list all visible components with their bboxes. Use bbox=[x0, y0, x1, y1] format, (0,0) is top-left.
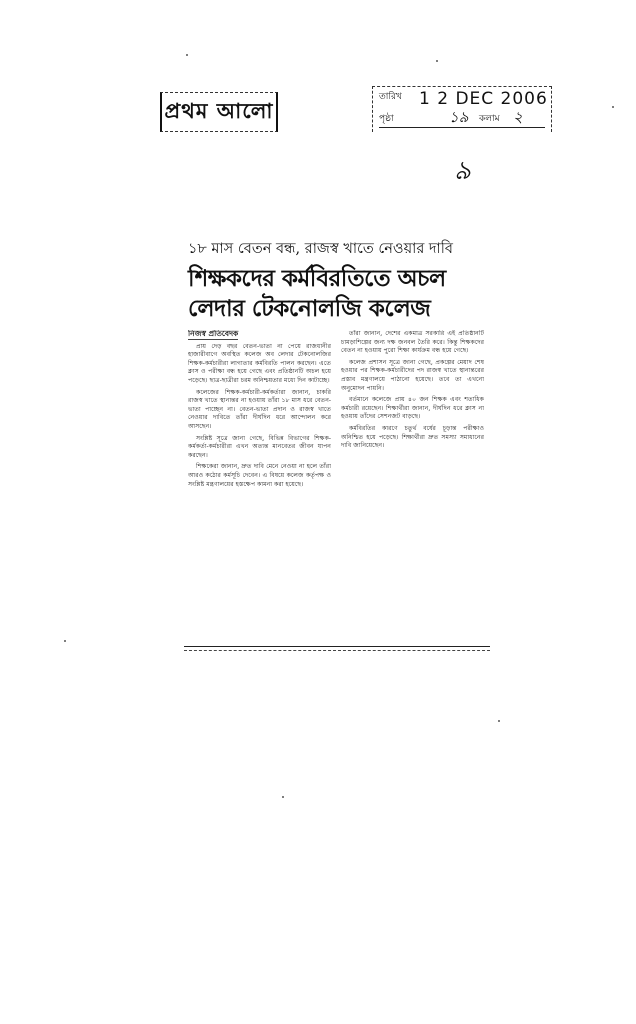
stamp-underline bbox=[379, 127, 545, 128]
clipping-bottom-rule bbox=[184, 646, 490, 647]
article-kicker: ১৮ মাস বেতন বন্ধ, রাজস্ব খাতে নেওয়ার দাবি bbox=[188, 241, 453, 257]
paragraph: কলেজ প্রশাসন সূত্রে জানা গেছে, প্রকল্পের মেয়াদ শেষ হওয়ার পর শিক্ষক-কর্মচারীদের পদ রাজস্ব খাতে স্থানান্তরের প্রস্তাব মন্ত্রণালয়ে পাঠানো হয়েছে। তবে তা এখনো অনুমোদন পায়নি। bbox=[341, 358, 484, 392]
scan-speck bbox=[186, 54, 188, 56]
scan-speck bbox=[282, 796, 284, 798]
scan-speck bbox=[64, 640, 66, 642]
paragraph: কর্মবিরতির কারণে চতুর্থ বর্ষের চূড়ান্ত পরীক্ষাও অনিশ্চিত হয়ে পড়েছে। শিক্ষার্থীরা দ্রুত সমস্যা সমাধানের দাবি জানিয়েছেন। bbox=[341, 424, 484, 450]
scan-speck bbox=[498, 720, 500, 722]
stamp-column-label: কলাম bbox=[479, 114, 500, 124]
stamp-page-label: পৃষ্ঠা bbox=[379, 114, 394, 124]
headline-line-1: শিক্ষকদের কর্মবিরতিতে অচল bbox=[188, 266, 446, 292]
article-byline: নিজস্ব প্রতিবেদক bbox=[188, 330, 239, 338]
article-column-1 bbox=[188, 330, 331, 646]
clipping-bottom-dash bbox=[184, 650, 490, 651]
scan-speck bbox=[436, 60, 438, 62]
paragraph: বর্তমানে কলেজে প্রায় ৪০ জন শিক্ষক এবং শতাধিক কর্মচারী রয়েছেন। শিক্ষার্থীরা জানান, দীর্ঘদিন ধরে ক্লাস না হওয়ায় তাঁদের সেশনজট বাড়ছে। bbox=[341, 396, 484, 421]
article-column-2 bbox=[341, 330, 484, 646]
article-header bbox=[188, 238, 484, 324]
newspaper-masthead: প্রথম আলো bbox=[160, 92, 278, 132]
article-body bbox=[188, 330, 484, 646]
stamp-column: ২ bbox=[513, 108, 523, 126]
scan-speck bbox=[612, 106, 614, 108]
paragraph: প্রায় দেড় বছর বেতন-ভাতা না পেয়ে রাজধানীর হাজারীবাগে অবস্থিত কলেজ অব লেদার টেকনোলজির শিক্ষক-কর্মচারীরা লাগাতার কর্মবিরতি পালন করছেন। এতে ক্লাস ও পরীক্ষা বন্ধ হয়ে গেছে এবং প্রতিষ্ঠানটি অচল হয়ে পড়েছে। ছাত্র-ছাত্রীরা চরম অনিশ্চয়তার মধ্যে দিন কাটাচ্ছে। bbox=[188, 342, 331, 384]
headline-line-2: লেদার টেকনোলজি কলেজ bbox=[188, 296, 431, 322]
paragraph: শিক্ষকেরা জানান, দ্রুত দাবি মেনে নেওয়া না হলে তাঁরা আরও কঠোর কর্মসূচি দেবেন। এ বিষয়ে কলেজ কর্তৃপক্ষ ও সংশ্লিষ্ট মন্ত্রণালয়ের হস্তক্ষেপ কামনা করা হয়েছে। bbox=[188, 463, 331, 488]
paragraph: কলেজের শিক্ষক-কর্মচারী-কর্মকর্তারা জানান, চাকরি রাজস্ব খাতে স্থানান্তর না হওয়ায় তাঁরা ১৮ মাস ধরে বেতন-ভাতা পাচ্ছেন না। বেতন-ভাতা প্রদান ও রাজস্ব খাতে নেওয়ার দাবিতে তাঁরা দীর্ঘদিন ধরে আন্দোলন করে আসছেন। bbox=[188, 388, 331, 430]
article-headline bbox=[188, 264, 484, 324]
paragraph: তাঁরা জানান, দেশের একমাত্র সরকারি এই প্রতিষ্ঠানটি চামড়াশিল্পের জন্য দক্ষ জনবল তৈরি করে। কিন্তু শিক্ষকদের বেতন না হওয়ায় পুরো শিক্ষা কার্যক্রম বন্ধ হয়ে গেছে। bbox=[341, 330, 484, 355]
stamp-date: 1 2 DEC 2006 bbox=[419, 89, 548, 109]
stamp-page: ১৯ bbox=[449, 108, 469, 126]
paragraph: সংশ্লিষ্ট সূত্রে জানা গেছে, বিভিন্ন বিভাগের শিক্ষক-কর্মকর্তা-কর্মচারীরা এখন অত্যন্ত মানবেতর জীবন যাপন করছেন। bbox=[188, 434, 331, 459]
date-stamp bbox=[372, 86, 552, 132]
stamp-date-label: তারিখ bbox=[379, 92, 402, 102]
handwritten-mark: ৯ bbox=[454, 156, 471, 186]
